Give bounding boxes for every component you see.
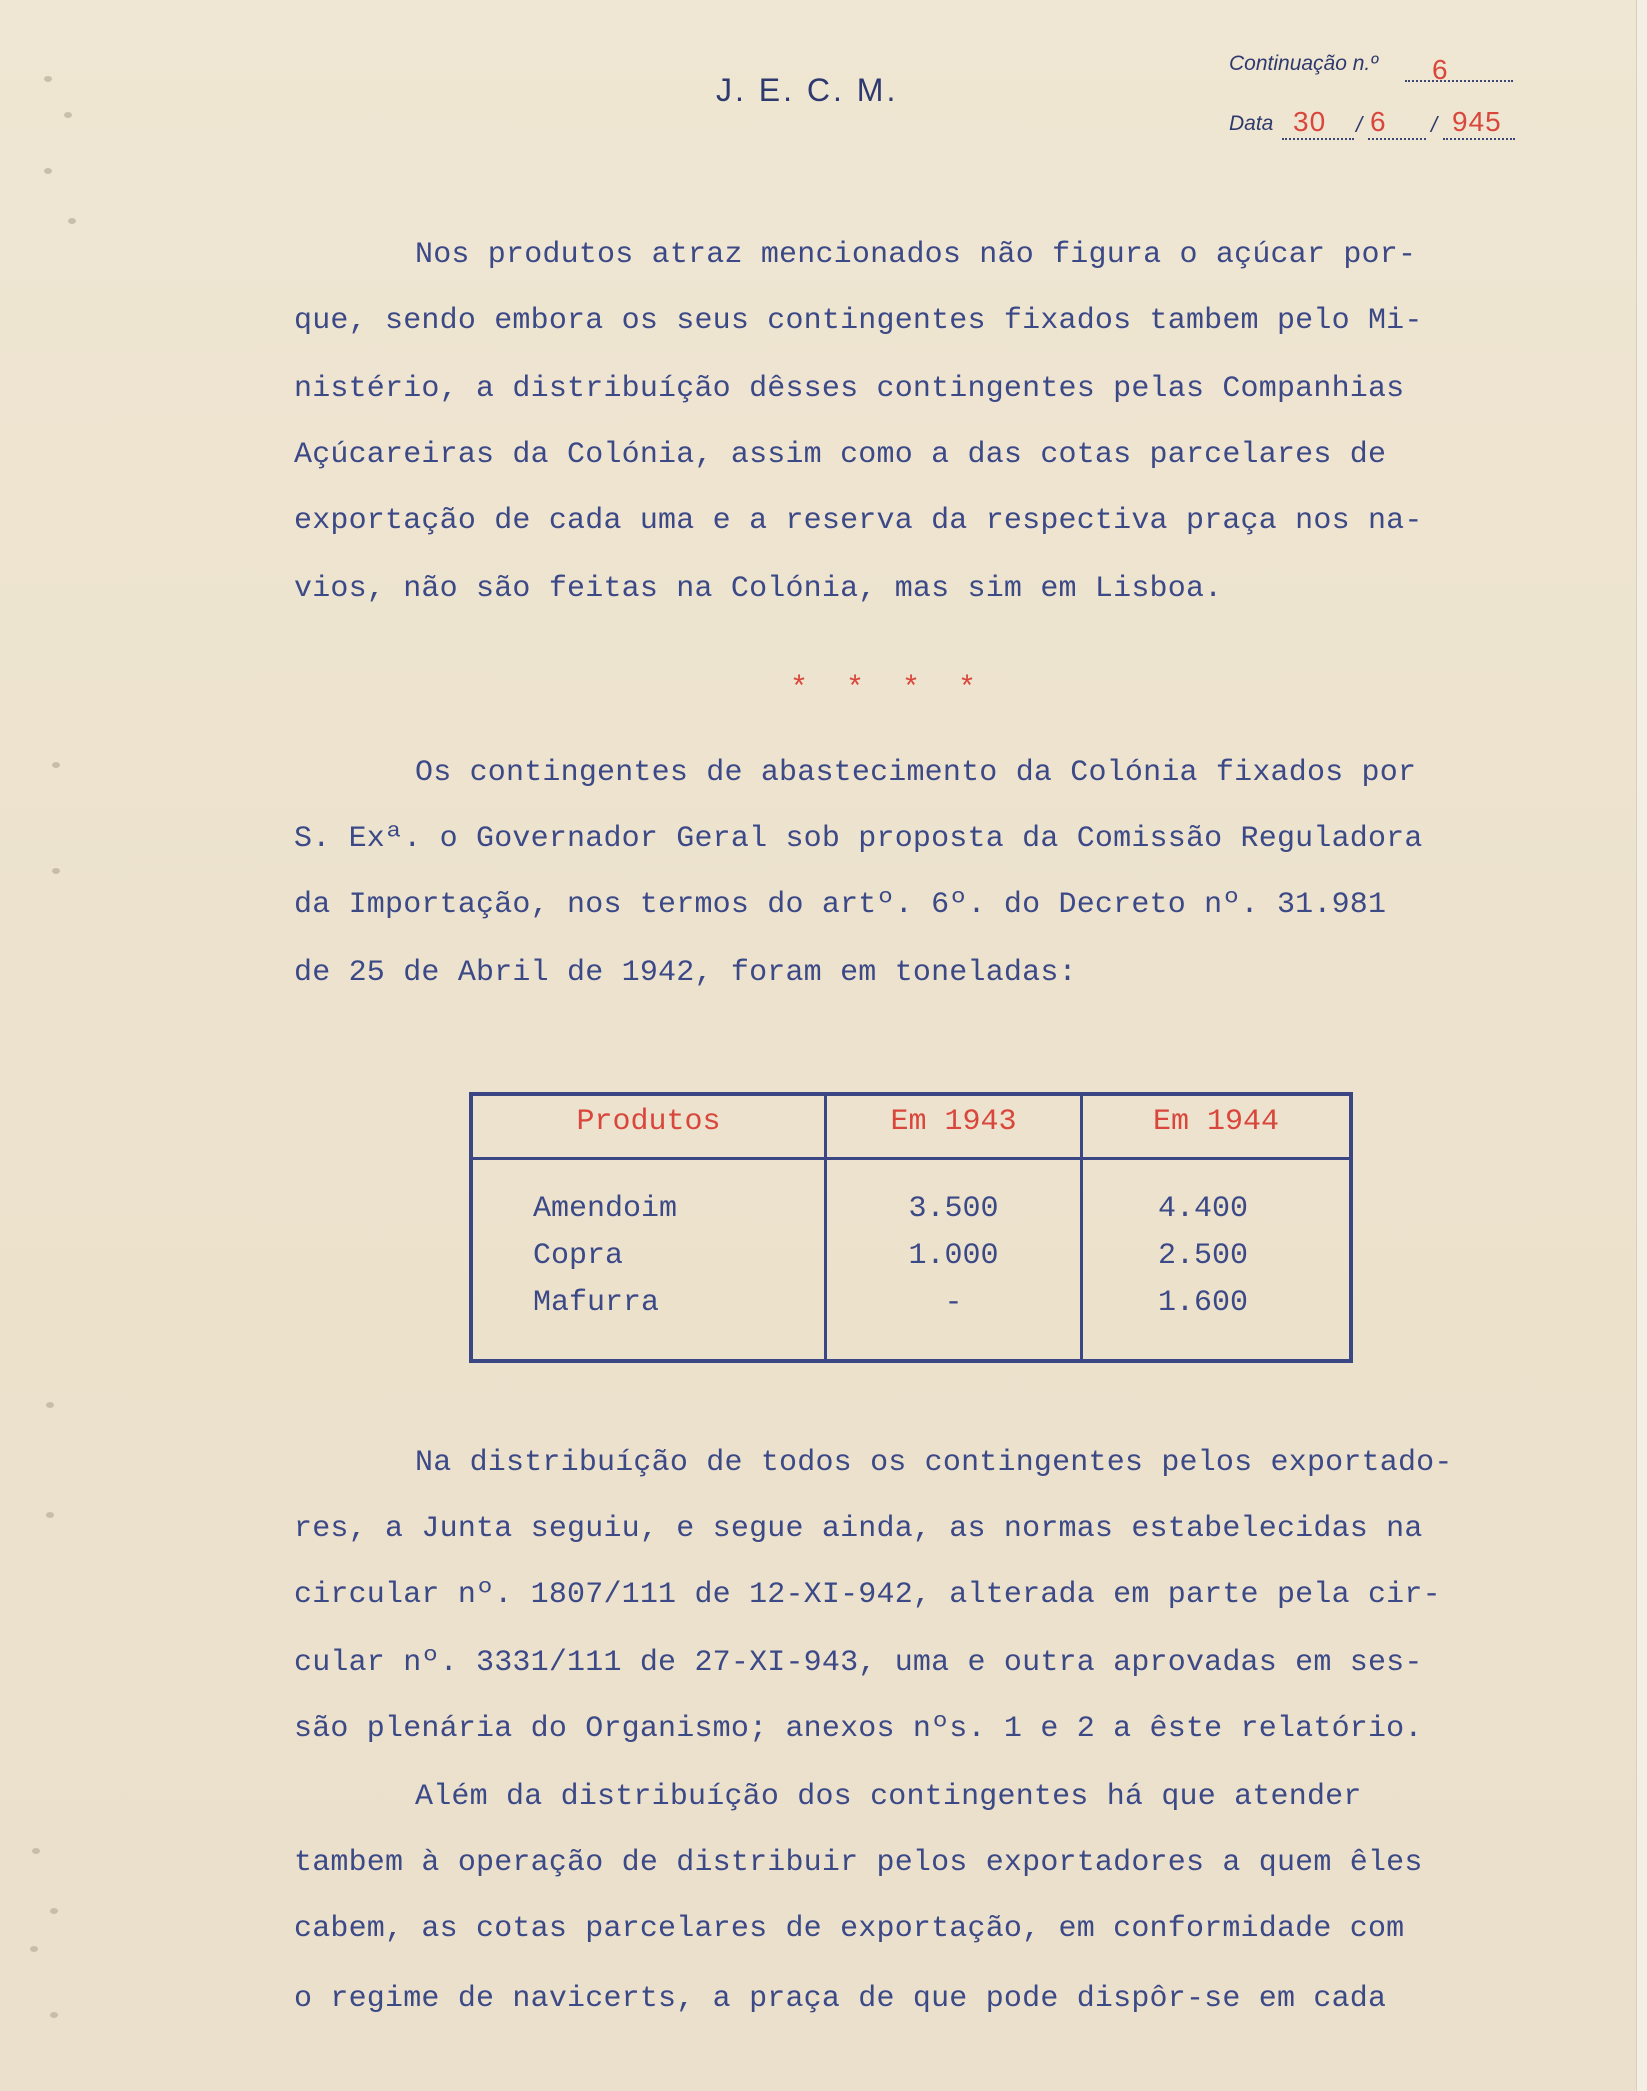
table-cell-1944: 1.600 [1157,1286,1248,1320]
punch-mark [64,112,72,118]
date-year-dotted-line [1443,138,1515,140]
continuation-number: 6 [1432,54,1449,85]
date-label: Data [1229,112,1274,135]
punch-mark [44,76,52,82]
continuation-dotted-line [1405,80,1513,82]
table-header-divider [469,1157,1353,1160]
paragraph-line: o regime de navicerts, a praça de que pode dispôr-se em cada [294,1982,1387,2016]
paragraph-line: S. Exª. o Governador Geral sob proposta da Comissão Reguladora [294,822,1423,856]
continuation-label: Continuação n.º [1229,52,1378,75]
paragraph-line: Nos produtos atraz mencionados não figura o açúcar por- [415,238,1417,272]
date-separator: / [1431,112,1438,137]
punch-mark [46,1402,54,1408]
table-header-produtos: Produtos [576,1105,721,1139]
paragraph-line: Na distribuíção de todos os contingentes pelos exportado- [415,1446,1453,1480]
table-cell-product: Amendoim [533,1192,678,1226]
paragraph-line: Além da distribuíção dos contingentes há que atender [415,1780,1362,1814]
paragraph-line: cabem, as cotas parcelares de exportação, em conformidade com [294,1912,1405,1946]
table-cell-1944: 2.500 [1157,1239,1248,1273]
paragraph-line: circular nº. 1807/111 de 12-XI-942, alterada em parte pela cir- [294,1578,1441,1612]
punch-mark [32,1848,40,1854]
page-edge [1636,0,1647,2091]
table-header-1943: Em 1943 [890,1105,1017,1139]
table-cell-1944: 4.400 [1157,1192,1248,1226]
paragraph-line: Açúcareiras da Colónia, assim como a das cotas parcelares de [294,438,1387,472]
date-month-dotted-line [1368,138,1426,140]
date-day-dotted-line [1282,138,1354,140]
paragraph-line: são plenária do Organismo; anexos nºs. 1 e 2 a êste relatório. [294,1712,1423,1746]
paragraph-line: cular nº. 3331/111 de 27-XI-943, uma e outra aprovadas em ses- [294,1646,1423,1680]
paragraph-line: vios, não são feitas na Colónia, mas sim em Lisboa. [294,572,1223,606]
paragraph-line: nistério, a distribuíção dêsses contingentes pelas Companhias [294,372,1405,406]
punch-mark [50,1908,58,1914]
punch-mark [30,1946,38,1952]
punch-mark [52,762,60,768]
section-separator: * * * * [790,672,987,706]
date-separator: / [1356,112,1363,137]
punch-mark [44,168,52,174]
paragraph-line: res, a Junta seguiu, e segue ainda, as normas estabelecidas na [294,1512,1423,1546]
date-year: 945 [1452,106,1502,137]
paragraph-line: da Importação, nos termos do artº. 6º. do Decreto nº. 31.981 [294,888,1387,922]
paragraph-line: exportação de cada uma e a reserva da respectiva praça nos na- [294,504,1423,538]
punch-mark [50,2012,58,2018]
table-header-1944: Em 1944 [1152,1105,1280,1139]
table-cell-product: Copra [533,1239,624,1273]
paragraph-line: Os contingentes de abastecimento da Colónia fixados por [415,756,1417,790]
paragraph-line: de 25 de Abril de 1942, foram em toneladas: [294,956,1077,990]
table-cell-1943: - [944,1286,963,1320]
date-month: 6 [1370,106,1387,137]
punch-mark [68,218,76,224]
paragraph-line: tambem à operação de distribuir pelos exportadores a quem êles [294,1846,1423,1880]
table-cell-product: Mafurra [533,1286,660,1320]
table-cell-1943: 1.000 [908,1239,999,1273]
paragraph-line: que, sendo embora os seus contingentes fixados tambem pelo Mi- [294,304,1423,338]
date-day: 30 [1293,106,1327,137]
organization-title: J. E. C. M. [716,72,899,108]
punch-mark [52,868,60,874]
table-cell-1943: 3.500 [908,1192,999,1226]
punch-mark [46,1512,54,1518]
